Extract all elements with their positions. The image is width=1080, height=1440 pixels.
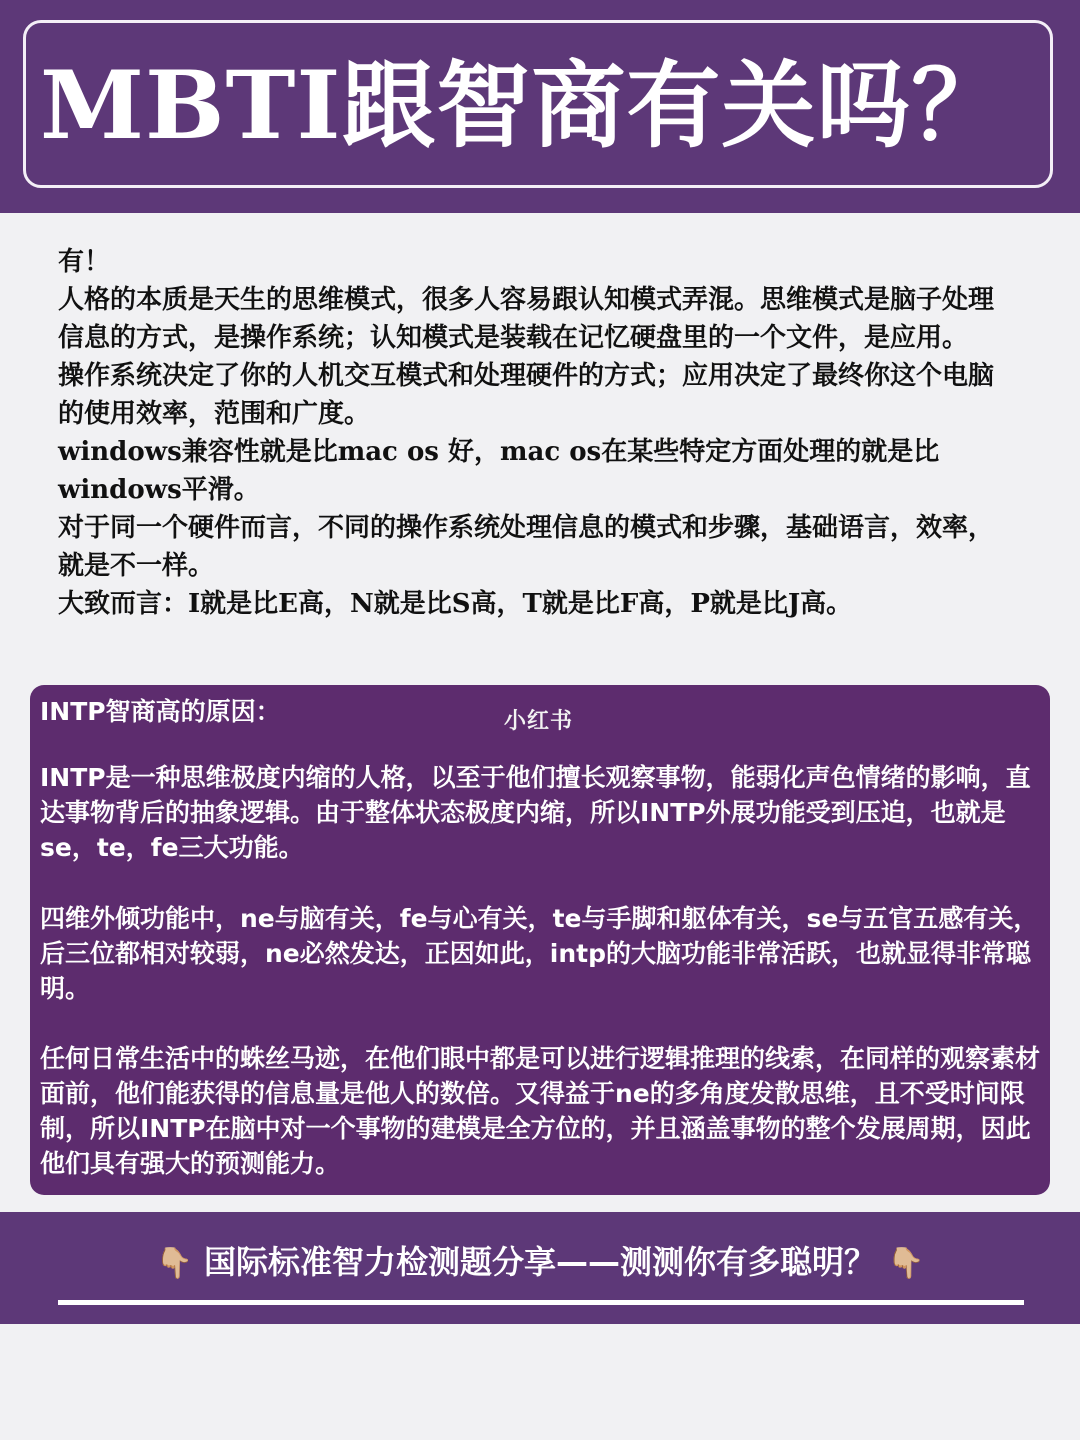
intro-paragraph: windows兼容性就是比mac os 好，mac os在某些特定方面处理的就是比windows平滑。 bbox=[58, 437, 940, 505]
intp-heading: INTP智商高的原因： bbox=[40, 697, 281, 726]
intro-paragraph: 有！ bbox=[58, 247, 111, 277]
intp-paragraph: 四维外倾功能中，ne与脑有关，fe与心有关，te与手脚和躯体有关，se与五官五感有关，后三位都相对较弱，ne必然发达，正因如此，intp的大脑功能非常活跃，也就显得非常聪明。 bbox=[40, 904, 1039, 1003]
footer-underline bbox=[58, 1300, 1024, 1305]
intro-paragraph: 操作系统决定了你的人机交互模式和处理硬件的方式；应用决定了最终你这个电脑的使用效率，范围和广度。 bbox=[58, 361, 995, 429]
pointing-down-icon: 👇🏼 bbox=[887, 1246, 925, 1281]
footer-caption bbox=[0, 1240, 1080, 1286]
intro-paragraph: 对于同一个硬件而言，不同的操作系统处理信息的模式和步骤，基础语言，效率，就是不一样。 bbox=[58, 513, 995, 581]
intro-text bbox=[58, 243, 1018, 623]
intro-paragraph: 人格的本质是天生的思维模式，很多人容易跟认知模式弄混。思维模式是脑子处理信息的方式，是操作系统；认知模式是装载在记忆硬盘里的一个文件，是应用。 bbox=[58, 285, 995, 353]
intp-reason-box bbox=[30, 685, 1050, 1195]
pointing-down-icon: 👇🏼 bbox=[155, 1246, 193, 1281]
intp-paragraph: INTP是一种思维极度内缩的人格，以至于他们擅长观察事物，能弱化声色情绪的影响，直达事物背后的抽象逻辑。由于整体状态极度内缩，所以INTP外展功能受到压迫，也就是se，te，fe三大功能。 bbox=[40, 763, 1031, 862]
intp-paragraph: 任何日常生活中的蛛丝马迹，在他们眼中都是可以进行逻辑推理的线索，在同样的观察素材面前，他们能获得的信息量是他人的数倍。又得益于ne的多角度发散思维，且不受时间限制，所以INTP在脑中对一个事物的建模是全方位的，并且涵盖事物的整个发展周期，因此他们具有强大的预测能力。 bbox=[40, 1044, 1041, 1178]
footer-text: 国际标准智力检测题分享——测测你有多聪明？ bbox=[203, 1243, 876, 1281]
footer-banner bbox=[0, 1212, 1080, 1324]
header-banner bbox=[0, 0, 1080, 213]
page-title: MBTI跟智商有关吗？ bbox=[40, 51, 1007, 161]
xiaohongshu-watermark: 小红书 bbox=[504, 709, 574, 734]
intro-paragraph: 大致而言：I就是比E高，N就是比S高，T就是比F高，P就是比J高。 bbox=[58, 589, 853, 619]
